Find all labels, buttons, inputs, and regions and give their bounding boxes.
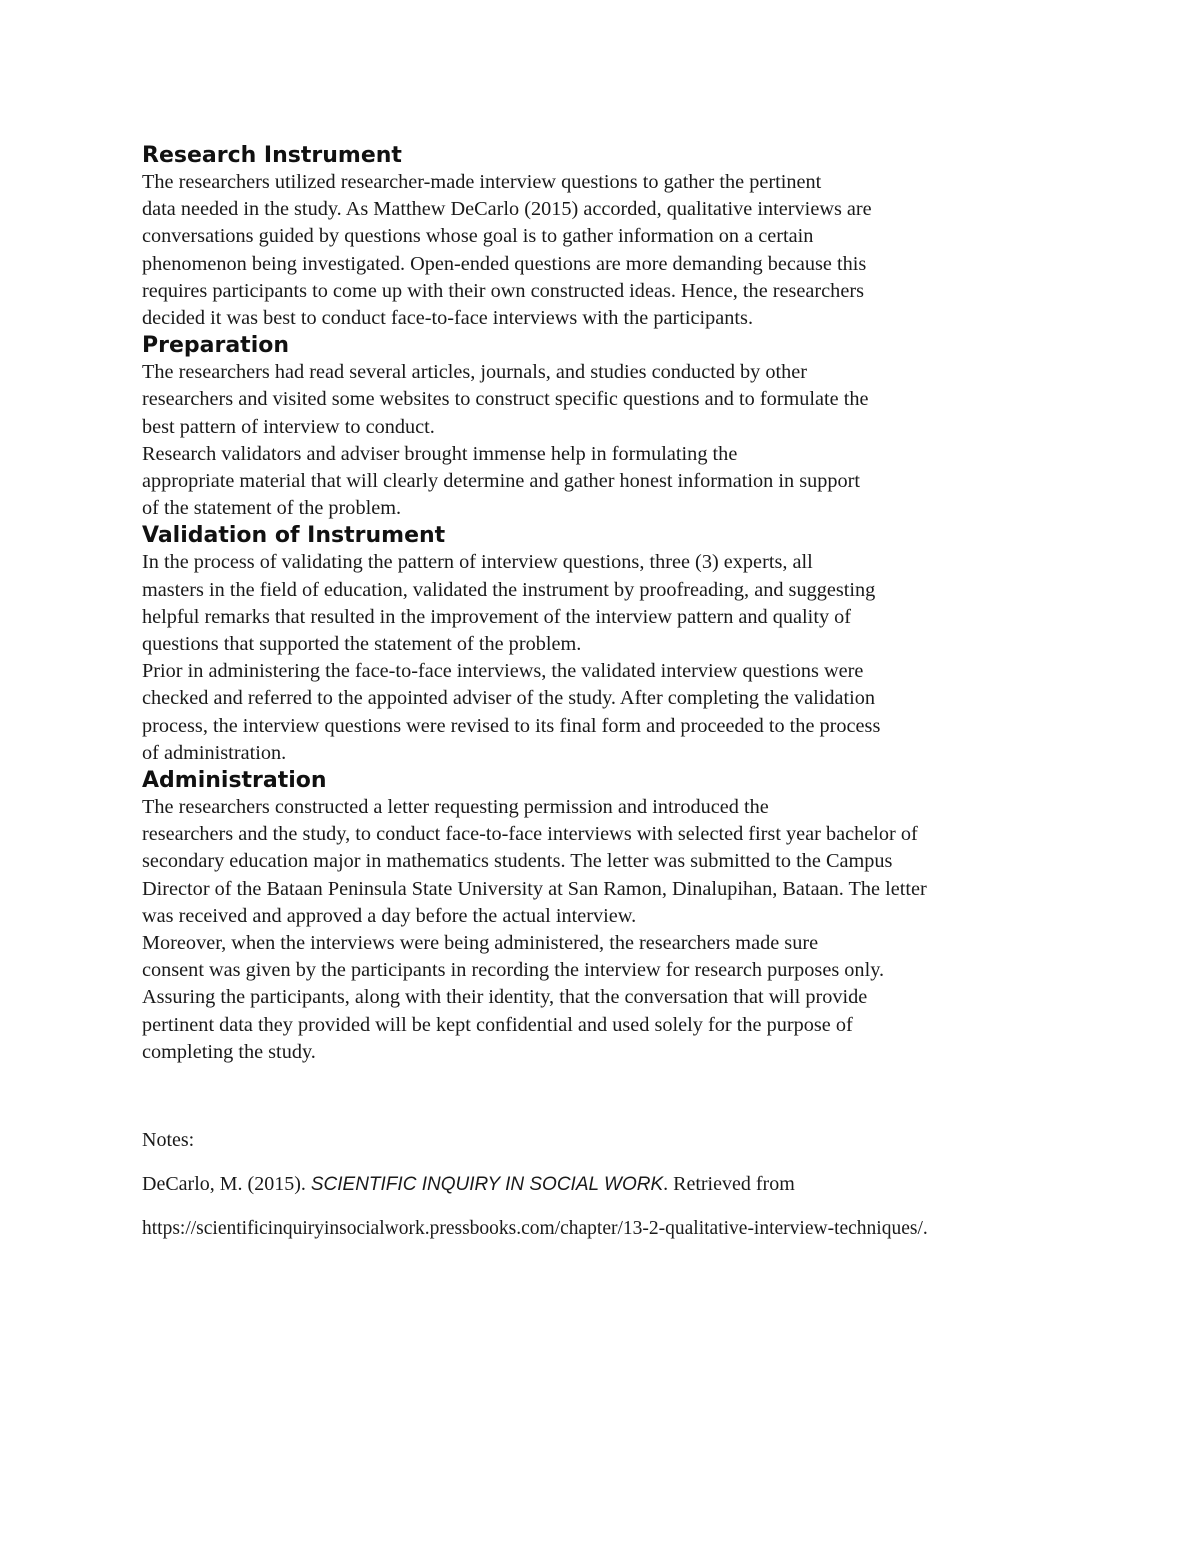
paragraph-line: completing the study. (142, 1040, 316, 1063)
paragraph-line: data needed in the study. As Matthew DeCarlo (2015) accorded, qualitative interviews are (142, 198, 872, 221)
paragraph-line: researchers and visited some websites to construct specific questions and to formulate the (142, 388, 869, 411)
paragraph-line: masters in the field of education, validated the instrument by proofreading, and suggesting (142, 578, 876, 601)
paragraph-line: researchers and the study, to conduct face-to-face interviews with selected first year bachelor of (142, 823, 918, 846)
paragraph-line: decided it was best to conduct face-to-face interviews with the participants. (142, 307, 754, 330)
document-body (142, 142, 1062, 1066)
notes-label: Notes: (142, 1129, 195, 1151)
reference-title: SCIENTIFIC INQUIRY IN SOCIAL WORK (310, 1174, 664, 1195)
paragraph-line: helpful remarks that resulted in the improvement of the interview pattern and quality of (142, 605, 852, 628)
section-preparation (142, 332, 1062, 522)
paragraph-line: requires participants to come up with their own constructed ideas. Hence, the researchers (142, 279, 864, 302)
paragraph-line: was received and approved a day before the actual interview. (142, 904, 637, 927)
paragraph-line: The researchers had read several articles, journals, and studies conducted by other (142, 361, 808, 384)
section-heading: Administration (142, 768, 327, 794)
paragraph-line: conversations guided by questions whose goal is to gather information on a certain (142, 225, 814, 248)
paragraph-line: secondary education major in mathematics students. The letter was submitted to the Campus (142, 850, 893, 873)
paragraph-line: checked and referred to the appointed adviser of the study. After completing the validation (142, 687, 876, 710)
paragraph-line: pertinent data they provided will be kept confidential and used solely for the purpose of (142, 1013, 853, 1036)
reference-author: DeCarlo, M. (2015). (142, 1173, 306, 1195)
section-heading: Preparation (142, 333, 290, 359)
paragraph-line: Moreover, when the interviews were being administered, the researchers made sure (142, 932, 819, 955)
paragraph-line: Prior in administering the face-to-face interviews, the validated interview questions were (142, 660, 864, 683)
section-heading: Validation of Instrument (142, 523, 446, 549)
section-research-instrument (142, 142, 1062, 332)
paragraph-line: Assuring the participants, along with their identity, that the conversation that will provide (142, 986, 868, 1009)
reference-suffix: . Retrieved from (663, 1173, 795, 1195)
paragraph-line: The researchers constructed a letter requesting permission and introduced the (142, 796, 769, 819)
paragraph-line: of administration. (142, 741, 287, 764)
paragraph-line: best pattern of interview to conduct. (142, 415, 435, 438)
section-heading: Research Instrument (142, 143, 402, 168)
reference-entry (142, 1170, 1142, 1199)
paragraph-line: Research validators and adviser brought immense help in formulating the (142, 442, 738, 465)
section-administration (142, 767, 1062, 1066)
paragraph-line: consent was given by the participants in recording the interview for research purposes only. (142, 959, 885, 982)
paragraph-line: process, the interview questions were revised to its final form and proceeded to the process (142, 714, 881, 737)
reference-url: https://scientificinquiryinsocialwork.pressbooks.com/chapter/13-2-qualitative-interview-techniques/. (142, 1218, 928, 1239)
paragraph-line: The researchers utilized researcher-made interview questions to gather the pertinent (142, 171, 822, 193)
paragraph-line: appropriate material that will clearly determine and gather honest information in support (142, 470, 861, 493)
paragraph-line: questions that supported the statement of the problem. (142, 633, 582, 656)
paragraph-line: phenomenon being investigated. Open-ended questions are more demanding because this (142, 252, 867, 275)
paragraph-line: In the process of validating the pattern of interview questions, three (3) experts, all (142, 551, 813, 574)
paragraph-line: Director of the Bataan Peninsula State University at San Ramon, Dinalupihan, Bataan. The letter (142, 877, 927, 900)
paragraph-line: of the statement of the problem. (142, 497, 402, 520)
notes-section (142, 1126, 1142, 1243)
section-validation-of-instrument (142, 522, 1062, 767)
